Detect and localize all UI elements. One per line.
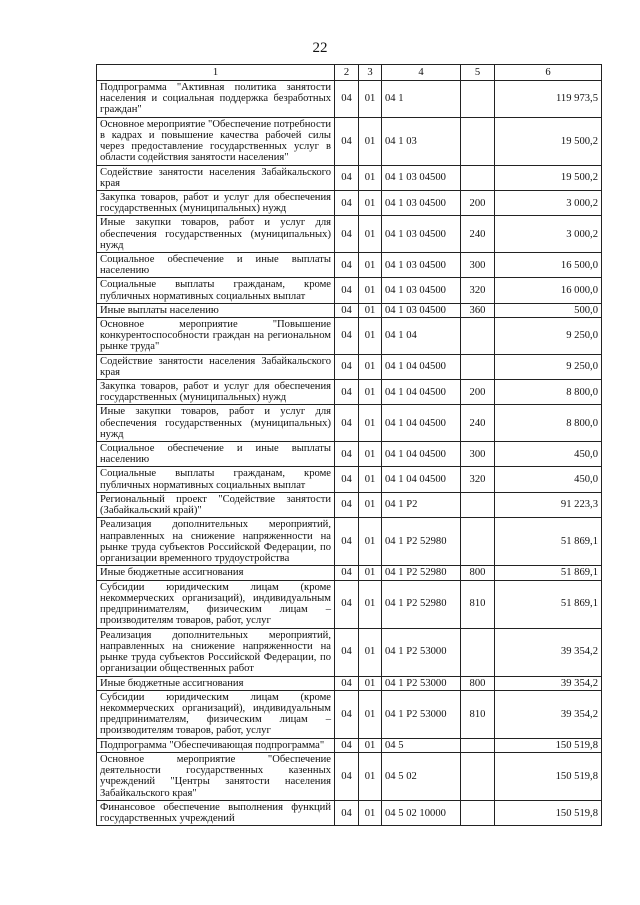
- expense-type-cell: 200: [461, 380, 495, 405]
- name-cell: Субсидии юридическим лицам (кроме некоммерческих организаций), индивидуальным предпринимателям, физическим лицам – производителям товаров, работ, услуг: [97, 580, 335, 628]
- table-row: [97, 676, 602, 690]
- table-row: [97, 442, 602, 467]
- amount-cell: 500,0: [495, 303, 602, 317]
- name-cell: Подпрограмма "Обеспечивающая подпрограмма": [97, 738, 335, 752]
- section-cell: 04: [335, 81, 359, 118]
- expense-type-cell: [461, 117, 495, 165]
- section-cell: 04: [335, 738, 359, 752]
- subsection-cell: 01: [359, 628, 382, 676]
- amount-cell: 8 800,0: [495, 380, 602, 405]
- subsection-cell: 01: [359, 278, 382, 303]
- header-cell: 3: [359, 65, 382, 81]
- expense-type-cell: 240: [461, 405, 495, 442]
- target-code-cell: 04 5 02 10000: [382, 800, 461, 825]
- subsection-cell: 01: [359, 752, 382, 800]
- section-cell: 04: [335, 628, 359, 676]
- expense-type-cell: 300: [461, 442, 495, 467]
- target-code-cell: 04 1 03 04500: [382, 253, 461, 278]
- subsection-cell: 01: [359, 738, 382, 752]
- expense-type-cell: 810: [461, 690, 495, 738]
- subsection-cell: 01: [359, 405, 382, 442]
- subsection-cell: 01: [359, 580, 382, 628]
- amount-cell: 39 354,2: [495, 676, 602, 690]
- header-row: [97, 65, 602, 81]
- name-cell: Содействие занятости населения Забайкальского края: [97, 165, 335, 190]
- section-cell: 04: [335, 191, 359, 216]
- section-cell: 04: [335, 405, 359, 442]
- subsection-cell: 01: [359, 81, 382, 118]
- table-row: [97, 738, 602, 752]
- subsection-cell: 01: [359, 800, 382, 825]
- target-code-cell: 04 1 04 04500: [382, 442, 461, 467]
- table-row: [97, 628, 602, 676]
- amount-cell: 150 519,8: [495, 738, 602, 752]
- name-cell: Социальное обеспечение и иные выплаты населению: [97, 442, 335, 467]
- table-row: [97, 278, 602, 303]
- table-row: [97, 518, 602, 566]
- subsection-cell: 01: [359, 676, 382, 690]
- section-cell: 04: [335, 580, 359, 628]
- table-row: [97, 117, 602, 165]
- amount-cell: 39 354,2: [495, 690, 602, 738]
- table-row: [97, 380, 602, 405]
- table-row: [97, 467, 602, 492]
- amount-cell: 150 519,8: [495, 752, 602, 800]
- header-cell: 1: [97, 65, 335, 81]
- subsection-cell: 01: [359, 690, 382, 738]
- section-cell: 04: [335, 117, 359, 165]
- expense-type-cell: 800: [461, 566, 495, 580]
- expense-type-cell: 800: [461, 676, 495, 690]
- section-cell: 04: [335, 303, 359, 317]
- target-code-cell: 04 1 03 04500: [382, 165, 461, 190]
- target-code-cell: 04 1 Р2 52980: [382, 566, 461, 580]
- expense-type-cell: [461, 318, 495, 355]
- subsection-cell: 01: [359, 216, 382, 253]
- subsection-cell: 01: [359, 253, 382, 278]
- expense-type-cell: [461, 518, 495, 566]
- amount-cell: 119 973,5: [495, 81, 602, 118]
- subsection-cell: 01: [359, 492, 382, 517]
- table-row: [97, 580, 602, 628]
- name-cell: Основное мероприятие "Обеспечение деятельности государственных казенных учреждений "Центры занятости населения Забайкальского края": [97, 752, 335, 800]
- expense-type-cell: 320: [461, 278, 495, 303]
- section-cell: 04: [335, 216, 359, 253]
- target-code-cell: 04 1 Р2 52980: [382, 580, 461, 628]
- table-row: [97, 690, 602, 738]
- table-body: [97, 81, 602, 826]
- subsection-cell: 01: [359, 318, 382, 355]
- section-cell: 04: [335, 354, 359, 379]
- target-code-cell: 04 1 03: [382, 117, 461, 165]
- target-code-cell: 04 1 03 04500: [382, 303, 461, 317]
- amount-cell: 9 250,0: [495, 354, 602, 379]
- header-cell: 6: [495, 65, 602, 81]
- amount-cell: 39 354,2: [495, 628, 602, 676]
- subsection-cell: 01: [359, 354, 382, 379]
- target-code-cell: 04 5 02: [382, 752, 461, 800]
- name-cell: Иные выплаты населению: [97, 303, 335, 317]
- table-row: [97, 165, 602, 190]
- amount-cell: 8 800,0: [495, 405, 602, 442]
- section-cell: 04: [335, 492, 359, 517]
- subsection-cell: 01: [359, 380, 382, 405]
- amount-cell: 16 000,0: [495, 278, 602, 303]
- table-row: [97, 492, 602, 517]
- section-cell: 04: [335, 676, 359, 690]
- name-cell: Региональный проект "Содействие занятости (Забайкальский край)": [97, 492, 335, 517]
- section-cell: 04: [335, 518, 359, 566]
- target-code-cell: 04 1 03 04500: [382, 216, 461, 253]
- section-cell: 04: [335, 752, 359, 800]
- section-cell: 04: [335, 566, 359, 580]
- target-code-cell: 04 1 04 04500: [382, 467, 461, 492]
- amount-cell: 450,0: [495, 467, 602, 492]
- subsection-cell: 01: [359, 303, 382, 317]
- amount-cell: 16 500,0: [495, 253, 602, 278]
- name-cell: Иные бюджетные ассигнования: [97, 566, 335, 580]
- target-code-cell: 04 1 Р2: [382, 492, 461, 517]
- section-cell: 04: [335, 253, 359, 278]
- name-cell: Иные закупки товаров, работ и услуг для обеспечения государственных (муниципальных) нужд: [97, 216, 335, 253]
- name-cell: Социальное обеспечение и иные выплаты населению: [97, 253, 335, 278]
- name-cell: Основное мероприятие "Обеспечение потребности в кадрах и повышение качества рабочей силы через предоставление государственных услуг в области содействия занятости населения": [97, 117, 335, 165]
- target-code-cell: 04 1 04: [382, 318, 461, 355]
- target-code-cell: 04 1 03 04500: [382, 278, 461, 303]
- section-cell: 04: [335, 442, 359, 467]
- target-code-cell: 04 1 Р2 53000: [382, 676, 461, 690]
- subsection-cell: 01: [359, 566, 382, 580]
- target-code-cell: 04 1 Р2 53000: [382, 690, 461, 738]
- expense-type-cell: [461, 738, 495, 752]
- amount-cell: 150 519,8: [495, 800, 602, 825]
- target-code-cell: 04 1: [382, 81, 461, 118]
- expense-type-cell: [461, 492, 495, 517]
- name-cell: Закупка товаров, работ и услуг для обеспечения государственных (муниципальных) нужд: [97, 191, 335, 216]
- section-cell: 04: [335, 165, 359, 190]
- target-code-cell: 04 1 04 04500: [382, 354, 461, 379]
- name-cell: Реализация дополнительных мероприятий, направленных на снижение напряженности на рынке труда субъектов Российской Федерации, по организации временного трудоустройства: [97, 518, 335, 566]
- subsection-cell: 01: [359, 191, 382, 216]
- subsection-cell: 01: [359, 518, 382, 566]
- budget-table: [96, 64, 602, 826]
- section-cell: 04: [335, 278, 359, 303]
- subsection-cell: 01: [359, 117, 382, 165]
- target-code-cell: 04 1 Р2 53000: [382, 628, 461, 676]
- expense-type-cell: 240: [461, 216, 495, 253]
- expense-type-cell: [461, 628, 495, 676]
- section-cell: 04: [335, 800, 359, 825]
- table-row: [97, 216, 602, 253]
- amount-cell: 3 000,2: [495, 216, 602, 253]
- expense-type-cell: 360: [461, 303, 495, 317]
- target-code-cell: 04 5: [382, 738, 461, 752]
- page-number: 22: [312, 40, 328, 56]
- target-code-cell: 04 1 Р2 52980: [382, 518, 461, 566]
- amount-cell: 51 869,1: [495, 580, 602, 628]
- name-cell: Реализация дополнительных мероприятий, направленных на снижение напряженности на рынке труда субъектов Российской Федерации, по организации общественных работ: [97, 628, 335, 676]
- name-cell: Подпрограмма "Активная политика занятости населения и социальная поддержка безработных граждан": [97, 81, 335, 118]
- subsection-cell: 01: [359, 442, 382, 467]
- section-cell: 04: [335, 467, 359, 492]
- amount-cell: 450,0: [495, 442, 602, 467]
- name-cell: Закупка товаров, работ и услуг для обеспечения государственных (муниципальных) нужд: [97, 380, 335, 405]
- amount-cell: 19 500,2: [495, 117, 602, 165]
- name-cell: Субсидии юридическим лицам (кроме некоммерческих организаций), индивидуальным предпринимателям, физическим лицам – производителям товаров, работ, услуг: [97, 690, 335, 738]
- expense-type-cell: 300: [461, 253, 495, 278]
- table-row: [97, 318, 602, 355]
- name-cell: Основное мероприятие "Повышение конкурентоспособности граждан на региональном рынке труда": [97, 318, 335, 355]
- name-cell: Содействие занятости населения Забайкальского края: [97, 354, 335, 379]
- name-cell: Социальные выплаты гражданам, кроме публичных нормативных социальных выплат: [97, 467, 335, 492]
- name-cell: Социальные выплаты гражданам, кроме публичных нормативных социальных выплат: [97, 278, 335, 303]
- subsection-cell: 01: [359, 165, 382, 190]
- amount-cell: 3 000,2: [495, 191, 602, 216]
- expense-type-cell: [461, 81, 495, 118]
- amount-cell: 51 869,1: [495, 518, 602, 566]
- table-row: [97, 354, 602, 379]
- amount-cell: 51 869,1: [495, 566, 602, 580]
- table-row: [97, 253, 602, 278]
- header-cell: 2: [335, 65, 359, 81]
- section-cell: 04: [335, 380, 359, 405]
- table-row: [97, 191, 602, 216]
- expense-type-cell: [461, 752, 495, 800]
- expense-type-cell: [461, 800, 495, 825]
- header-cell: 4: [382, 65, 461, 81]
- table-row: [97, 303, 602, 317]
- section-cell: 04: [335, 690, 359, 738]
- expense-type-cell: [461, 354, 495, 379]
- amount-cell: 19 500,2: [495, 165, 602, 190]
- table-row: [97, 566, 602, 580]
- table-row: [97, 81, 602, 118]
- name-cell: Финансовое обеспечение выполнения функций государственных учреждений: [97, 800, 335, 825]
- expense-type-cell: 810: [461, 580, 495, 628]
- expense-type-cell: 320: [461, 467, 495, 492]
- table-row: [97, 800, 602, 825]
- target-code-cell: 04 1 04 04500: [382, 405, 461, 442]
- target-code-cell: 04 1 04 04500: [382, 380, 461, 405]
- subsection-cell: 01: [359, 467, 382, 492]
- section-cell: 04: [335, 318, 359, 355]
- name-cell: Иные закупки товаров, работ и услуг для обеспечения государственных (муниципальных) нужд: [97, 405, 335, 442]
- amount-cell: 91 223,3: [495, 492, 602, 517]
- header-cell: 5: [461, 65, 495, 81]
- expense-type-cell: [461, 165, 495, 190]
- expense-type-cell: 200: [461, 191, 495, 216]
- amount-cell: 9 250,0: [495, 318, 602, 355]
- table-row: [97, 752, 602, 800]
- name-cell: Иные бюджетные ассигнования: [97, 676, 335, 690]
- table-row: [97, 405, 602, 442]
- target-code-cell: 04 1 03 04500: [382, 191, 461, 216]
